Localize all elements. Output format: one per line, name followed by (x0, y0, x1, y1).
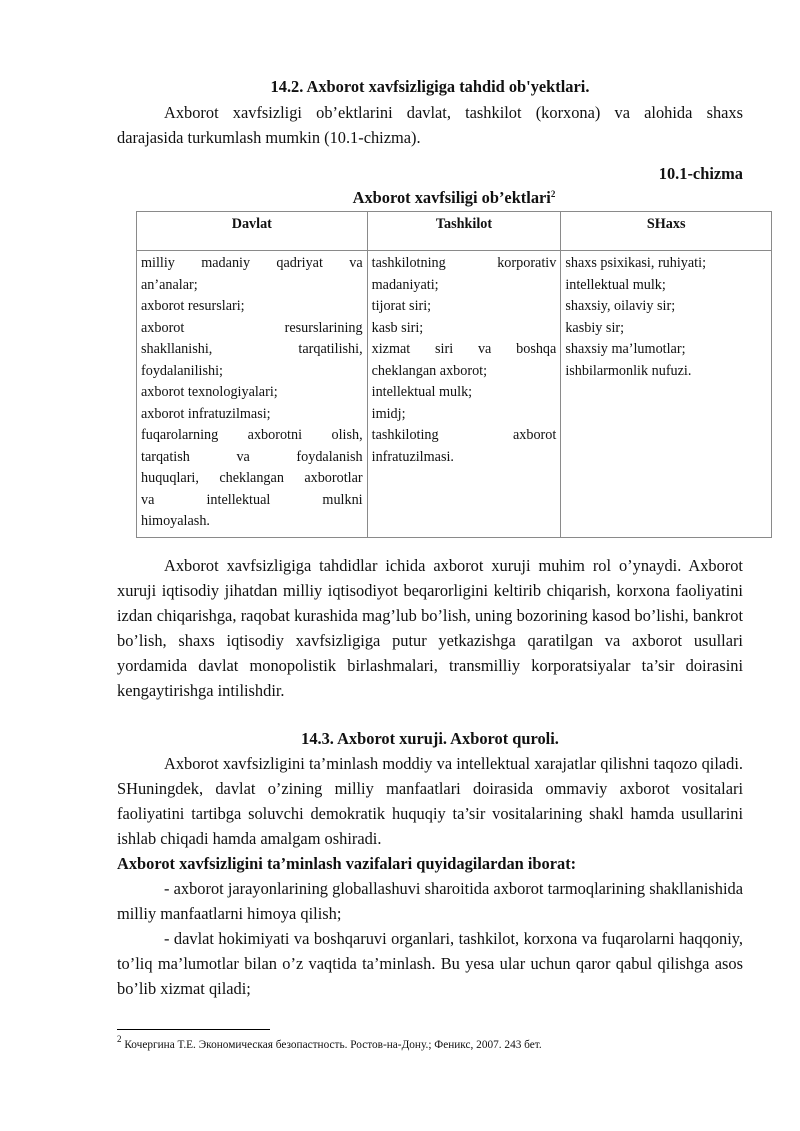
list-item: tashkiloting axborot (371, 427, 557, 443)
list-item: shaxs psixikasi, ruhiyati; (565, 255, 707, 271)
list-item: axborot resurslarining (141, 319, 363, 336)
tasks-heading: Axborot xavfsizligini ta’minlash vazifalari quyidagilardan iborat: (117, 854, 577, 873)
section-14-3-body (117, 751, 743, 1001)
list-item: - axborot jarayonlarining globallashuvi sharoitida axborot tarmoqlarining shakllanishida milliy manfaatlarni himoya qilish; (117, 879, 743, 923)
list-item: axborot resurslari; (141, 298, 245, 314)
header-tashkilot: Tashkilot (367, 212, 561, 251)
list-item: shakllanishi, tarqatilishi, (141, 341, 363, 357)
footnote-divider (117, 1029, 270, 1030)
figure-label: 10.1-chizma (658, 164, 743, 183)
list-item: xizmat siri va boshqa (371, 341, 557, 357)
list-item: axborot infratuzilmasi; (141, 405, 271, 422)
list-item: an’analar; (141, 276, 198, 293)
list-item: kasb siri; (371, 319, 424, 336)
list-item: va intellektual mulkni (141, 491, 363, 508)
list-item: intellektual mulk; (371, 384, 473, 400)
table-header-row (137, 212, 772, 251)
list-item: madaniyati; (371, 276, 439, 293)
list-item: ishbilarmonlik nufuzi. (565, 362, 692, 379)
list-item: huquqlari, cheklangan axborotlar (141, 470, 363, 486)
figure-title: Axborot xavfsiligi ob’ektlari (352, 188, 551, 207)
footnote-text: Кочергина Т.Е. Экономическая безопастность. Ростов-на-Дону.; Феникс, 2007. 243 бет. (121, 1039, 542, 1051)
list-item: axborot texnologiyalari; (141, 384, 278, 400)
footnote-number: 2 (117, 1034, 122, 1044)
footnote-ref: 2 (550, 189, 556, 199)
intro-line-2: darajasida turkumlash mumkin (10.1-chizma). (117, 128, 421, 147)
table-row (137, 251, 772, 538)
list-item: tashkilotning korporativ (371, 255, 557, 271)
list-item: cheklangan axborot; (371, 362, 488, 379)
list-item: tarqatish va foydalanish (141, 448, 363, 465)
list-item: himoyalash. (141, 513, 210, 529)
list-item: kasbiy sir; (565, 319, 625, 336)
figure-title-line (136, 185, 772, 210)
list-item: infratuzilmasi. (371, 448, 454, 465)
list-item: tijorat siri; (371, 298, 432, 314)
cell-davlat (137, 251, 368, 538)
list-item: imidj; (371, 405, 406, 422)
cell-tashkilot (367, 251, 561, 538)
list-item: shaxsiy, oilaviy sir; (565, 298, 676, 314)
para-costs: Axborot xavfsizligini ta’minlash moddiy va intellektual xarajatlar qilishni taqozo qiladi. SHuningdek, davlat o’zining milliy manfaatlari doirasida ommaviy axborot vositalari faoliyatini tartibga soluvchi demokratik huquqiy ta’sir vositalarining shakl hamda usullarini ishlab chiqadi hamda amalgam oshiradi. (117, 754, 743, 848)
list-item: shaxsiy ma’lumotlar; (565, 341, 686, 357)
objects-table (136, 211, 772, 538)
section-heading-14-2: 14.2. Axborot xavfsizligiga tahdid ob'yektlari. (270, 77, 590, 96)
list-item: - davlat hokimiyati va boshqaruvi organlari, tashkilot, korxona va fuqarolarni haqqoniy, to’liq ma’lumotlar bilan o’z vaqtida ta’minlash. Bu yesa ular uchun qaror qabul qilishga asos bo’lib xizmat qiladi; (117, 929, 743, 998)
section-heading-14-3: 14.3. Axborot xuruji. Axborot quroli. (301, 729, 559, 748)
list-item: fuqarolarning axborotni olish, (141, 427, 363, 443)
footnote (117, 1034, 757, 1053)
header-davlat: Davlat (137, 212, 368, 251)
header-shaxs: SHaxs (561, 212, 772, 251)
intro-line-1: Axborot xavfsizligi ob’ektlarini davlat, tashkilot (korxona) va alohida shaxs (164, 103, 743, 122)
list-item: milliy madaniy qadriyat va (141, 255, 363, 271)
intro-paragraph (117, 100, 743, 150)
attack-paragraph: Axborot xavfsizligiga tahdidlar ichida axborot xuruji muhim rol o’ynaydi. Axborot xuruji iqtisodiy jihatdan milliy iqtisodiyot beqarorligini keltirib chiqarish, korxona faoliyatini izdan chiqarishga, raqobat kurashida mag’lub bo’lish, uning bozorining kasod bo’lishi, bankrot bo’lish, shaxs iqtisodiy xavfsizligiga putur yetkazishga qaratilgan va axborot usullari yordamida davlat monopolistik birlashmalari, transmilliy korporatsiyalar ta’sir doirasini kengaytirishga intilishdir. (117, 556, 743, 700)
list-item: intellektual mulk; (565, 276, 666, 293)
list-item: foydalanilishi; (141, 362, 223, 379)
cell-shaxs (561, 251, 772, 538)
